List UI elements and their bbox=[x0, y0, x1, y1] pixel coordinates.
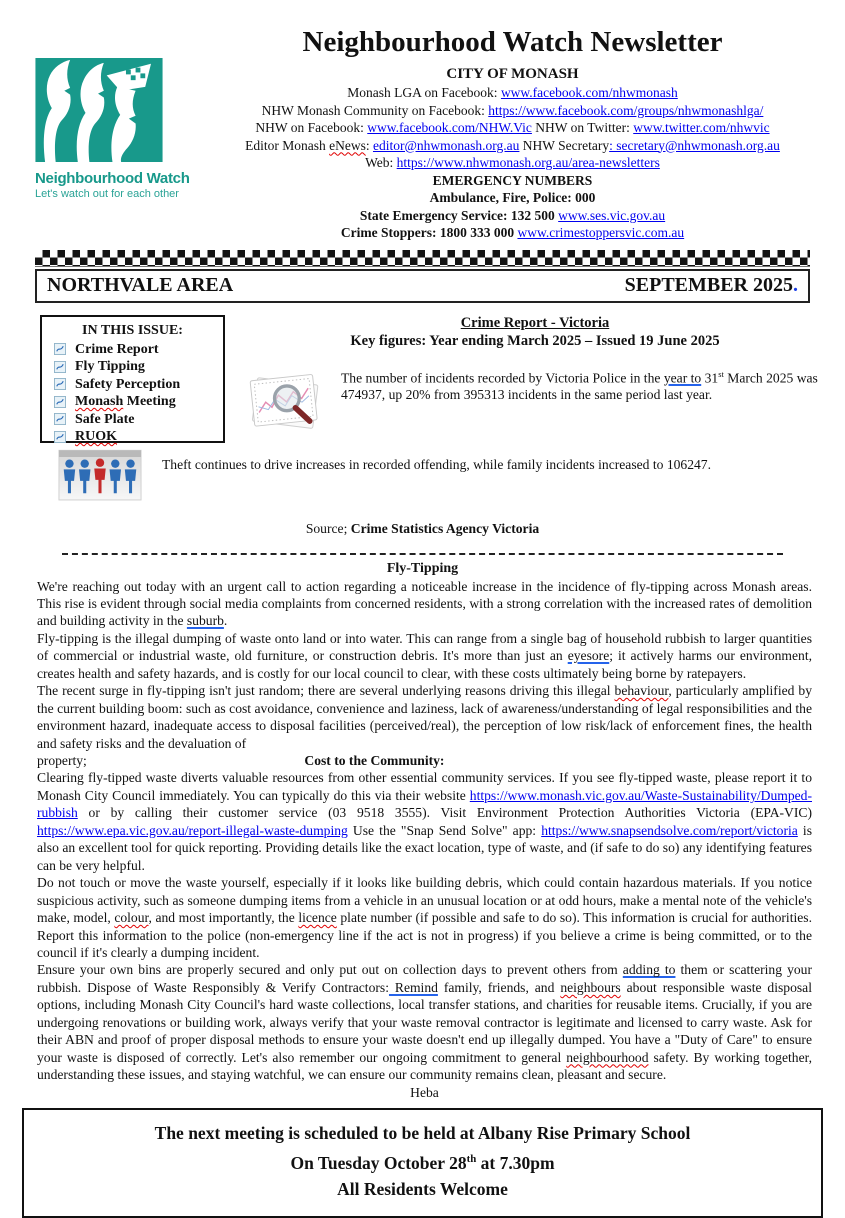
link[interactable]: www.ses.vic.gov.au bbox=[558, 207, 666, 223]
header-text-block bbox=[210, 26, 815, 242]
next-meeting-box bbox=[22, 1108, 823, 1218]
banner-date: SEPTEMBER 2025. bbox=[624, 273, 798, 296]
header-line-facebook-lga: Monash LGA on Facebook: www.facebook.com/nhwmonash bbox=[347, 85, 678, 100]
people-figures-clipart bbox=[58, 449, 142, 507]
section-divider bbox=[62, 553, 783, 555]
fly-paragraph-4: Clearing fly-tipped waste diverts valuable resources from other essential community services. If you see fly-tipped waste, please report it to Monash City Council immediately. You can typically do this via their website https://www.monash.vic.gov.au/Waste-Sustainability/Dumped-rubbish or by calling their customer service (03 9518 3555). Visit Environment Protection Authorities Victoria (EPA-VIC) https://www.epa.vic.gov.au/report-illegal-waste-dumping Use the "Snap Send Solve" app: https://www.snapsendsolve.com/report/victoria is also an excellent tool for quick reporting. Providing details like the exact location, type of waste, and (if safe to do so) any identifying features can be very helpful. bbox=[37, 770, 812, 873]
header-line-city: CITY OF MONASH bbox=[446, 66, 579, 82]
link[interactable]: www.facebook.com/nhwmonash bbox=[500, 85, 678, 100]
date-period-mark: . bbox=[793, 273, 798, 296]
crime-report-section bbox=[225, 315, 827, 443]
meeting-line-location: The next meeting is scheduled to be held at Albany Rise Primary School bbox=[154, 1123, 691, 1144]
bullet-picture-icon bbox=[54, 431, 66, 443]
in-this-issue-box bbox=[40, 315, 225, 443]
property-fragment: property; bbox=[37, 753, 87, 769]
bullet-picture-icon bbox=[54, 413, 66, 425]
emergency-line-crimestoppers: Crime Stoppers: 1800 333 000 www.crimestoppersvic.com.au bbox=[340, 225, 685, 240]
link[interactable]: https://www.facebook.com/groups/nhwmonashlga/ bbox=[488, 102, 764, 118]
emergency-line-ses: State Emergency Service: 132 500 www.ses.vic.gov.au bbox=[359, 207, 666, 223]
logo-tagline-text: Let's watch out for each other bbox=[35, 188, 179, 200]
area-title: NORTHVALE AREA bbox=[47, 273, 234, 296]
bullet-picture-icon bbox=[54, 343, 66, 355]
fly-paragraph-3: The recent surge in fly-tipping isn't just random; there are several underlying reasons driving this illegal behaviour, particularly amplified by the current building boom: such as cost avoidance, convenience and laziness, lack of awareness/understanding of legal responsibilities and the environment hazard, inadequate access to disposal facilities (perceived/real), the perception of low risk/lack of enforcement fines, the health and safety risks and the devaluation of bbox=[37, 683, 812, 751]
meeting-line-welcome: All Residents Welcome bbox=[337, 1178, 508, 1199]
fly-paragraph-2: Fly-tipping is the illegal dumping of waste onto land or into water. This can range from a single bag of household rubbish to larger quantities of commercial or industrial waste, old furniture, or construction debris. It's more than just an eyesore; it actively harms our environment, creates health and safety hazards, and is costly for our local council to clear, with these costs ultimately being borne by ratepayers. bbox=[37, 630, 812, 681]
header-line-web: Web: https://www.nhwmonash.org.au/area-newsletters bbox=[365, 155, 660, 170]
cost-to-community-line bbox=[37, 752, 812, 769]
emergency-numbers-heading: EMERGENCY NUMBERS bbox=[432, 172, 593, 188]
meeting-line-datetime: On Tuesday October 28th at 7.30pm bbox=[290, 1152, 555, 1173]
logo-brand-text: Neighbourhood Watch bbox=[35, 170, 190, 187]
area-banner bbox=[35, 269, 810, 303]
fly-paragraph-5: Do not touch or move the waste yourself, especially if it looks like building debris, which could contain hazardous materials. If you notice suspicious activity, such as someone dumping items from a vehicle in an unusual location or at odd hours, make a mental note of the vehicle's make, model, colour, and most importantly, the licence plate number (if possible and safe to do so). This information is crucial for authorities. Report this information to the police (non-emergency line if the act is not in progress) if you believe a crime is being committed, or to the council if it's clearly a dumping incident. bbox=[37, 875, 812, 961]
checkered-divider bbox=[35, 250, 810, 267]
header-line-facebook-twitter: NHW on Facebook: www.facebook.com/NHW.Vic NHW on Twitter: www.twitter.com/nhwvic bbox=[255, 120, 770, 135]
issue-box-title: IN THIS ISSUE: bbox=[82, 322, 183, 338]
link[interactable]: https://www.epa.vic.gov.au/report-illegal-waste-dumping bbox=[37, 822, 348, 838]
source-line: Source; Crime Statistics Agency Victoria bbox=[305, 520, 540, 536]
fly-tipping-heading: Fly-Tipping bbox=[386, 560, 459, 576]
link[interactable]: https://www.monash.vic.gov.au/Waste-Sustainability/Dumped-rubbish bbox=[37, 787, 812, 821]
issue-item-fly-tipping: Fly Tipping bbox=[50, 358, 215, 376]
bullet-picture-icon bbox=[54, 378, 66, 390]
author-signoff: Heba bbox=[410, 1084, 439, 1100]
theft-statement: Theft continues to drive increases in recorded offending, while family incidents increased to 106247. bbox=[162, 456, 711, 472]
issue-item-monash-meeting: Monash Meeting bbox=[50, 393, 215, 411]
link[interactable]: www.twitter.com/nhwvic bbox=[633, 120, 770, 135]
header bbox=[0, 26, 845, 242]
link[interactable]: editor@nhwmonash.org.au bbox=[372, 137, 520, 153]
nhw-logo-icon bbox=[35, 58, 163, 162]
nhw-logo bbox=[35, 26, 210, 242]
issue-item-safety-perception: Safety Perception bbox=[50, 376, 215, 394]
issue-crime-row bbox=[40, 314, 818, 444]
link[interactable]: : secretary@nhwmonash.org.au bbox=[609, 137, 780, 153]
fly-paragraph-6: Ensure your own bins are properly secured and only put out on collection days to prevent others from adding to them or scattering your rubbish. Dispose of Waste Responsibly & Verify Contractors: Remind family, friends, and neighbours about responsible waste disposal options, including Monash City Council's hard waste collections, local transfer stations, and charities for reusable items. Crucially, if you are undergoing renovations or building work, always verify that your waste removal contractor is legitimate and licensed to carry waste. Ask for their ABN and proof of proper disposal methods to ensure your waste doesn't end up illegally dumped. You have a "Duty of Care" to ensure your waste is disposed of correctly. Let's also remember our ongoing commitment to general neighbourhood safety. By working together, understanding these issues, and staying watchful, we can ensure our community remains clean, pleasant and secure. bbox=[37, 962, 812, 1083]
header-line-community: NHW Monash Community on Facebook: https://www.facebook.com/groups/nhwmonashlga/ bbox=[261, 102, 764, 118]
page-title: Neighbourhood Watch Newsletter bbox=[302, 26, 723, 58]
fly-tipping-body bbox=[0, 577, 845, 1102]
link[interactable]: www.facebook.com/NHW.Vic bbox=[367, 120, 532, 135]
link[interactable]: www.crimestoppersvic.com.au bbox=[517, 225, 685, 240]
bullet-picture-icon bbox=[54, 361, 66, 373]
crime-report-paragraph: The number of incidents recorded by Victoria Police in the year to 31st March 2025 was 474937, up 20% from 395313 incidents in the same period last year. bbox=[341, 368, 818, 403]
link[interactable]: https://www.nhwmonash.org.au/area-newsletters bbox=[396, 155, 660, 170]
emergency-line-police: Ambulance, Fire, Police: 000 bbox=[429, 190, 596, 205]
fly-paragraph-1: We're reaching out today with an urgent call to action regarding a noticeable increase in the incidence of fly-tipping across Monash areas. This rise is evident through social media complaints from concerned residents, with a strong correlation with the increased rates of demolition and building activity in the suburb. bbox=[37, 578, 812, 629]
charts-magnifier-clipart bbox=[243, 366, 327, 442]
issue-item-safe-plate: Safe Plate bbox=[50, 411, 215, 429]
header-line-editor-secretary: Editor Monash eNews: editor@nhwmonash.org.au NHW Secretary: secretary@nhwmonash.org.au bbox=[245, 137, 780, 153]
cost-to-community-heading: Cost to the Community: bbox=[304, 753, 445, 769]
link[interactable]: https://www.snapsendsolve.com/report/victoria bbox=[541, 822, 798, 838]
issue-item-ruok: RUOK bbox=[50, 428, 215, 446]
crime-report-title: Crime Report - Victoria bbox=[460, 314, 610, 331]
theft-row bbox=[58, 449, 815, 507]
bullet-picture-icon bbox=[54, 396, 66, 408]
issue-item-crime-report: Crime Report bbox=[50, 341, 215, 359]
crime-report-subtitle: Key figures: Year ending March 2025 – Issued 19 June 2025 bbox=[350, 332, 720, 349]
